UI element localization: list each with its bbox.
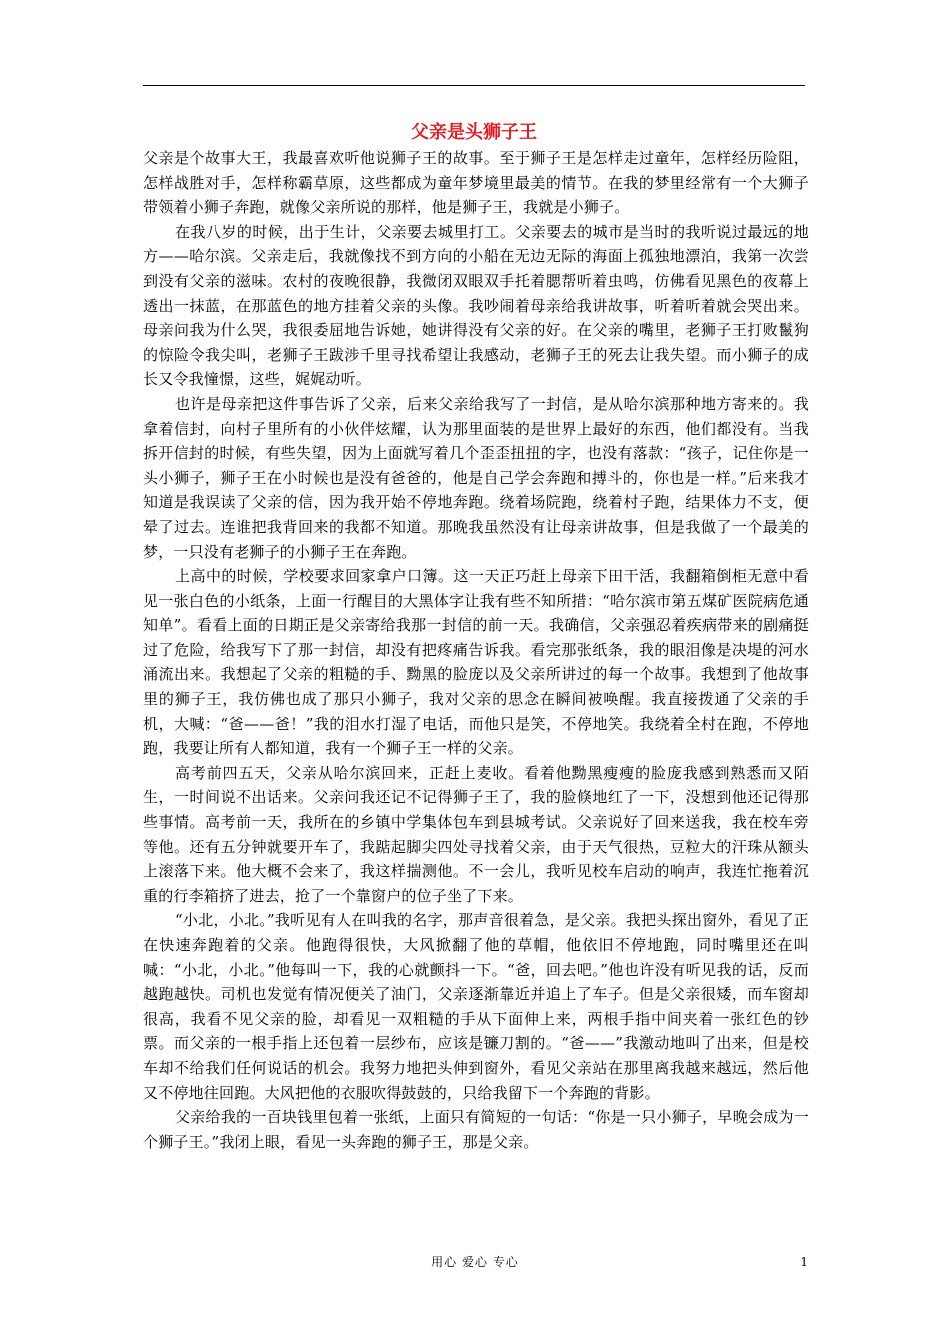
paragraph: 上高中的时候，学校要求回家拿户口簿。这一天正巧赶上母亲下田干活，我翻箱倒柜无意中看见一张白色的小纸条，上面一行醒目的大黑体字让我有些不知所措：“哈尔滨市第五煤矿医院病危通知单”。看看上面的日期正是父亲寄给我那一封信的前一天。我确信，父亲强忍着疾病带来的剧痛挺过了危险，给我写下了那一封信，却没有把疼痛告诉我。看完那张纸条，我的眼泪像是决堤的河水涌流出来。我想起了父亲的粗糙的手、黝黑的脸庞以及父亲所讲过的每一个故事。我想到了他故事里的狮子王，我仿佛也成了那只小狮子，我对父亲的思念在瞬间被唤醒。我直接拨通了父亲的手机，大喊：“爸——爸！”我的泪水打湿了电话，而他只是笑，不停地笑。我绕着全村在跑，不停地跑，我要让所有人都知道，我有一个狮子王一样的父亲。 (143, 567, 809, 758)
paragraph: 在我八岁的时候，出于生计，父亲要去城里打工。父亲要去的城市是当时的我听说过最远的地方——哈尔滨。父亲走后，我就像找不到方向的小船在无边无际的海面上孤独地漂泊，我第一次尝到没有父亲的滋味。农村的夜晚很静，我微闭双眼双手托着腮帮听着虫鸣，仿佛看见黑色的夜幕上透出一抹蓝，在那蓝色的地方挂着父亲的头像。我吵闹着母亲给我讲故事，听着听着就会哭出来。母亲问我为什么哭，我很委屈地告诉她，她讲得没有父亲的好。在父亲的嘴里，老狮子王打败鬣狗的惊险令我尖叫，老狮子王跋涉千里寻找希望让我感动，老狮子王的死去让我失望。而小狮子的成长又令我憧憬，这些，娓娓动听。 (143, 222, 809, 389)
page-number: 1 (800, 1255, 808, 1269)
paragraph: 也许是母亲把这件事告诉了父亲，后来父亲给我写了一封信，是从哈尔滨那种地方寄来的。我拿着信封，向村子里所有的小伙伴炫耀，认为那里面装的是世界上最好的东西，他们都没有。当我拆开信封的时候，有些失望，因为上面就写着几个歪歪扭扭的字，也没有落款：“孩子，记住你是一头小狮子，狮子王在小时候也是没有爸爸的，他是自己学会奔跑和搏斗的，你也是一样。”后来我才知道是我误读了父亲的信，因为我开始不停地奔跑。绕着场院跑，绕着村子跑，结果体力不支，便晕了过去。连谁把我背回来的我都不知道。那晚我虽然没有让母亲讲故事，但是我做了一个最美的梦，一只没有老狮子的小狮子王在奔跑。 (143, 394, 809, 561)
document-title: 父亲是头狮子王 (411, 122, 537, 143)
page-footer (0, 1252, 950, 1272)
paragraph: 父亲给我的一百块钱里包着一张纸，上面只有简短的一句话：“你是一只小狮子，早晚会成为一个狮子王。”我闭上眼，看见一头奔跑的狮子王，那是父亲。 (143, 1108, 809, 1151)
paragraph: “小北，小北。”我听见有人在叫我的名字，那声音很着急，是父亲。我把头探出窗外，看见了正在快速奔跑着的父亲。他跑得很快，大风掀翻了他的草帽，他依旧不停地跑，同时嘴里还在叫喊：“小北，小北。”他每叫一下，我的心就颤抖一下。“爸，回去吧。”他也许没有听见我的话，反而越跑越快。司机也发觉有情况便关了油门，父亲逐渐靠近并追上了车子。但是父亲很矮，而车窗却很高，我看不见父亲的脸，却看见一双粗糙的手从下面伸上来，两根手指中间夹着一张红色的钞票。而父亲的一根手指上还包着一层纱布，应该是镰刀割的。“爸——”我激动地叫了出来，但是校车却不给我们任何说话的机会。我努力地把头伸到窗外，看见父亲站在那里离我越来越远，然后他又不停地往回跑。大风把他的衣服吹得鼓鼓的，只给我留下一个奔跑的背影。 (143, 911, 809, 1102)
article-body (143, 146, 809, 1154)
header-rule (143, 85, 805, 86)
paragraph: 高考前四五天，父亲从哈尔滨回来，正赶上麦收。看着他黝黑瘦瘦的脸庞我感到熟悉而又陌生，一时间说不出话来。父亲问我还记不记得狮子王了，我的脸倏地红了一下，没想到他还记得那些事情。高考前一天，我所在的乡镇中学集体包车到县城考试。父亲说好了回来送我，我在校车旁等他。还有五分钟就要开车了，我踮起脚尖四处寻找着父亲，由于天气很热，豆粒大的汗珠从额头上滚落下来。他大概不会来了，我这样揣测他。不一会儿，我听见校车启动的响声，我连忙拖着沉重的行李箱挤了进去，抢了一个靠窗户的位子坐了下来。 (143, 763, 809, 905)
paragraph: 父亲是个故事大王，我最喜欢听他说狮子王的故事。至于狮子王是怎样走过童年，怎样经历险阻，怎样战胜对手，怎样称霸草原，这些都成为童年梦境里最美的情节。在我的梦里经常有一个大狮子带领着小狮子奔跑，就像父亲所说的那样，他是狮子王，我就是小狮子。 (143, 149, 809, 217)
footer-motto: 用心 爱心 专心 (431, 1255, 519, 1269)
